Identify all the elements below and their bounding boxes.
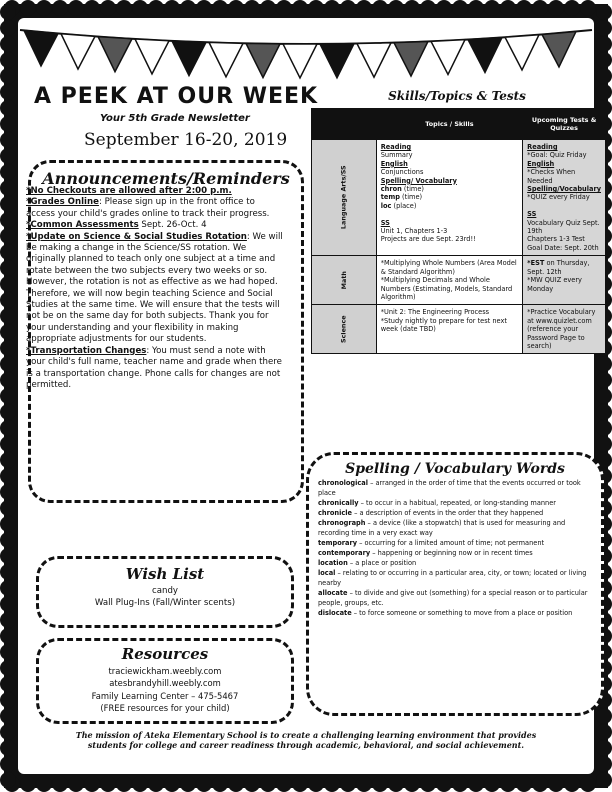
table-cell-line: *QUIZ every Friday [527,193,590,202]
vocabulary-entry [318,518,588,538]
wish-list-item: candy [152,586,178,596]
subject-cell: Science [312,305,377,354]
table-cell-line: Summary [380,151,413,160]
vocabulary-word: chronograph [318,519,366,527]
vocabulary-word: temporary [318,539,357,547]
table-cell-line: chron (time) [380,185,424,194]
vocabulary-word: chronically [318,499,359,507]
vocabulary-definition: – a place or position [347,559,417,567]
skills-title: Skills/Topics & Tests [388,89,526,103]
vocabulary-entry [318,568,588,588]
announcement-heading: *Transportation Changes [26,345,147,356]
announcement-text: : You must send a note with your child's full name, teacher name and grade when there is a transportation change. Phone calls for changes are not permitted. [26,345,282,390]
vocabulary-word: contemporary [318,549,371,557]
table-cell-line: Vocabulary Quiz Sept. 19th [527,218,600,236]
table-cell-line [527,202,601,210]
announcement-text: : We will be making a change in the Science/SS rotation. We originally planned to teach only one subject at a time and rotate between the two subjects every two weeks or so. However, the rotation is not as effective as we had hoped. Therefore, we will now begin teaching Science and Social Studies at the same time. We will ensure that the tests will not be on the same day for both subjects. Thank you for your understanding and your flexibility in making appropriate adjustments for our students. [26,231,283,345]
vocabulary-entry [318,498,588,508]
topics-cell [376,256,522,305]
vocabulary-word: chronological [318,479,368,487]
wish-list-title: Wish List [125,565,205,583]
vocabulary-entry [318,508,588,518]
table-cell-line: *Multiplying Whole Numbers (Area Model & Standard Algorithm) [380,259,517,276]
spelling-word-list [318,478,588,618]
vocabulary-definition: – occurring for a limited amount of time; not permanent [357,539,545,547]
week-date: September 16-20, 2019 [84,130,288,150]
announcement-item [26,186,286,197]
announcements-title: Announcements/Reminders [42,169,290,188]
announcement-text: Sept. 26-Oct. 4 [138,220,207,231]
subject-cell: Math [312,256,377,305]
vocabulary-entry [318,588,588,608]
table-cell-line: loc (place) [380,201,417,210]
vocabulary-definition: – a description of events in the order that they happened [351,509,544,517]
spelling-title: Spelling / Vocabulary Words [345,461,565,477]
table-cell-line: *Multiplying Decimals and Whole Numbers (Estimating, Models, Standard Algorithm) [380,276,513,301]
table-row [312,140,606,256]
vocabulary-entry [318,608,588,618]
announcement-item [26,346,286,392]
table-cell-line: *EST on Thursday, Sept. 12th [527,259,590,276]
announcements-list [26,186,286,391]
table-cell-line: Conjunctions [380,168,424,177]
topics-cell [376,305,522,354]
announcement-item [26,197,286,220]
table-row [312,305,606,354]
resource-item: (FREE resources for your child) [100,703,230,714]
wish-list-items [36,585,294,609]
announcement-heading: *Grades Online [26,197,99,208]
resource-link[interactable]: atesbrandyhill.weebly.com [109,678,221,689]
vocabulary-definition: – to occur in a habitual, repeated, or long-standing manner [358,499,556,507]
subject-cell: Language Arts/SS [312,140,377,256]
table-cell-line: *MW QUIZ every Monday [527,276,582,293]
table-cell-line: SS [380,218,390,227]
vocabulary-entry [318,478,588,498]
table-cell-line: *Unit 2: The Engineering Process [380,308,490,317]
vocabulary-word: dislocate [318,609,352,617]
resource-item: Family Learning Center – 475-5467 [91,690,239,701]
vocabulary-definition: – to force someone or something to move from a place or position [351,609,573,617]
topics-cell [376,140,522,256]
table-cell-line: Spelling/ Vocabulary [380,176,457,185]
vocabulary-definition: – a device (like a stopwatch) that is used for measuring and recording time in a very exact way [318,519,566,537]
vocabulary-entry [318,548,588,558]
upcoming-cell [523,305,606,354]
table-cell-line: SS [527,210,537,219]
announcement-heading: *Update on Science & Social Studies Rotation [26,231,247,242]
vocabulary-definition: – happening or beginning now or in recent times [370,549,533,557]
newsletter-title: A PEEK AT OUR WEEK [34,84,319,109]
table-cell-line: Reading [380,143,412,151]
wish-list-item: Wall Plug-Ins (Fall/Winter scents) [94,598,236,608]
vocabulary-definition: – arranged in the order of time that the events occurred or took place [318,479,581,497]
vocabulary-word: location [318,559,348,567]
table-cell-line: Projects are due Sept. 23rd!! [380,235,476,244]
table-cell-line: Spelling/Vocabulary [527,185,601,194]
upcoming-header: Upcoming Tests & Quizzes [523,109,606,140]
table-cell-line: English [380,159,408,168]
table-row [312,256,606,305]
vocabulary-word: chronicle [318,509,352,517]
resources-title: Resources [121,645,209,663]
newsletter-subtitle: Your 5th Grade Newsletter [100,113,250,124]
table-cell-line: *Goal: Quiz Friday [527,151,587,160]
table-cell-line: *Practice Vocabulary at www.quizlet.com (reference your Password Page to search) [527,308,596,350]
vocabulary-word: local [318,569,336,577]
topics-header: Topics / Skills [376,109,522,140]
vocabulary-definition: – to divide and give out (something) for a special reason or to particular people, groups, etc. [318,589,588,607]
vocabulary-word: allocate [318,589,348,597]
announcement-heading: *No Checkouts are allowed after 2:00 p.m. [26,186,232,196]
table-cell-line: Chapters 1-3 Test Goal Date: Sept. 20th [527,235,599,252]
upcoming-cell [523,256,606,305]
announcement-item [26,220,286,231]
upcoming-cell [523,140,606,256]
table-cell-line: English [527,159,555,168]
table-cell-line: temp (time) [380,193,423,202]
mission-statement: The mission of Ateka Elementary School is to create a challenging learning environment that provides students for college and career readiness through academic, behavioral, and social achievement. [75,730,537,750]
table-cell-line: Unit 1, Chapters 1-3 [380,227,448,236]
table-cell-line: Reading [527,143,558,151]
table-cell-line [381,210,518,218]
table-cell-line: *Checks When Needed [527,168,576,185]
vocabulary-definition: – relating to or occurring in a particular area, city, or town; located or living nearby [318,569,587,587]
table-cell-line: *Study nightly to prepare for test next week (date TBD) [380,316,507,334]
announcement-item [26,232,286,346]
resource-link[interactable]: traciewickham.weebly.com [108,666,222,676]
subject-header [312,109,377,140]
resources-list [36,665,294,715]
vocabulary-entry [318,538,588,548]
vocabulary-entry [318,558,588,568]
skills-table [311,108,606,354]
announcement-heading: *Common Assessments [26,220,139,231]
announcement-text: : Please sign up in the front office to access your child's grades online to track their progress. [26,197,270,219]
